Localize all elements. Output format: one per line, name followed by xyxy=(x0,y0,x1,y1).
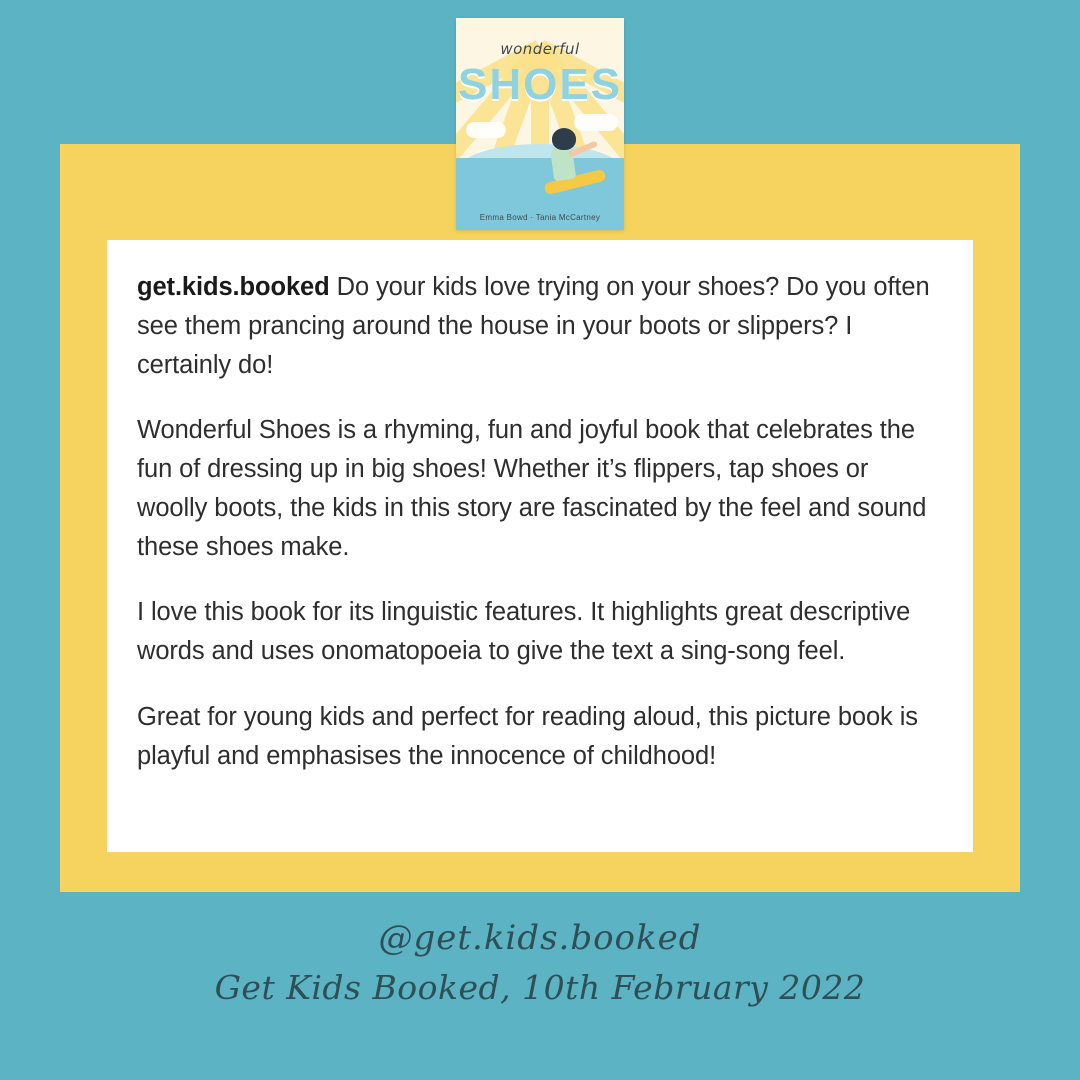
footer-signature xyxy=(0,918,1080,1007)
footer-credit: Get Kids Booked, 10th February 2022 xyxy=(214,968,866,1007)
caption-paragraph-1 xyxy=(137,268,943,384)
cover-child-head xyxy=(552,128,576,150)
footer-handle: @get.kids.booked xyxy=(378,918,702,958)
cover-script-title: wonderful xyxy=(500,40,580,58)
caption-paragraph-4: Great for young kids and perfect for reading aloud, this picture book is playful and emphasises the innocence of childhood! xyxy=(137,702,918,770)
cover-cloud-icon xyxy=(574,114,618,131)
caption-text xyxy=(137,268,943,775)
cover-authors: Emma Bowd · Tania McCartney xyxy=(479,213,601,222)
caption-card xyxy=(107,240,973,852)
caption-paragraph-1-text: Do your kids love trying on your shoes? Do you often see them prancing around the house in your boots or slippers? I certainly do! xyxy=(137,273,930,379)
cover-main-title: SHOES xyxy=(457,60,623,109)
caption-paragraph-3: I love this book for its linguistic features. It highlights great descriptive words and uses onomatopoeia to give the text a sing-song feel. xyxy=(137,598,911,665)
book-cover-image xyxy=(456,18,624,230)
account-handle[interactable]: get.kids.booked xyxy=(137,273,330,301)
caption-paragraph-2: Wonderful Shoes is a rhyming, fun and joyful book that celebrates the fun of dressing up in big shoes! Whether it’s flippers, tap shoes or woolly boots, the kids in this story are fascinated by the feel and sound these shoes make. xyxy=(137,416,927,561)
cover-cloud-icon xyxy=(466,122,506,138)
